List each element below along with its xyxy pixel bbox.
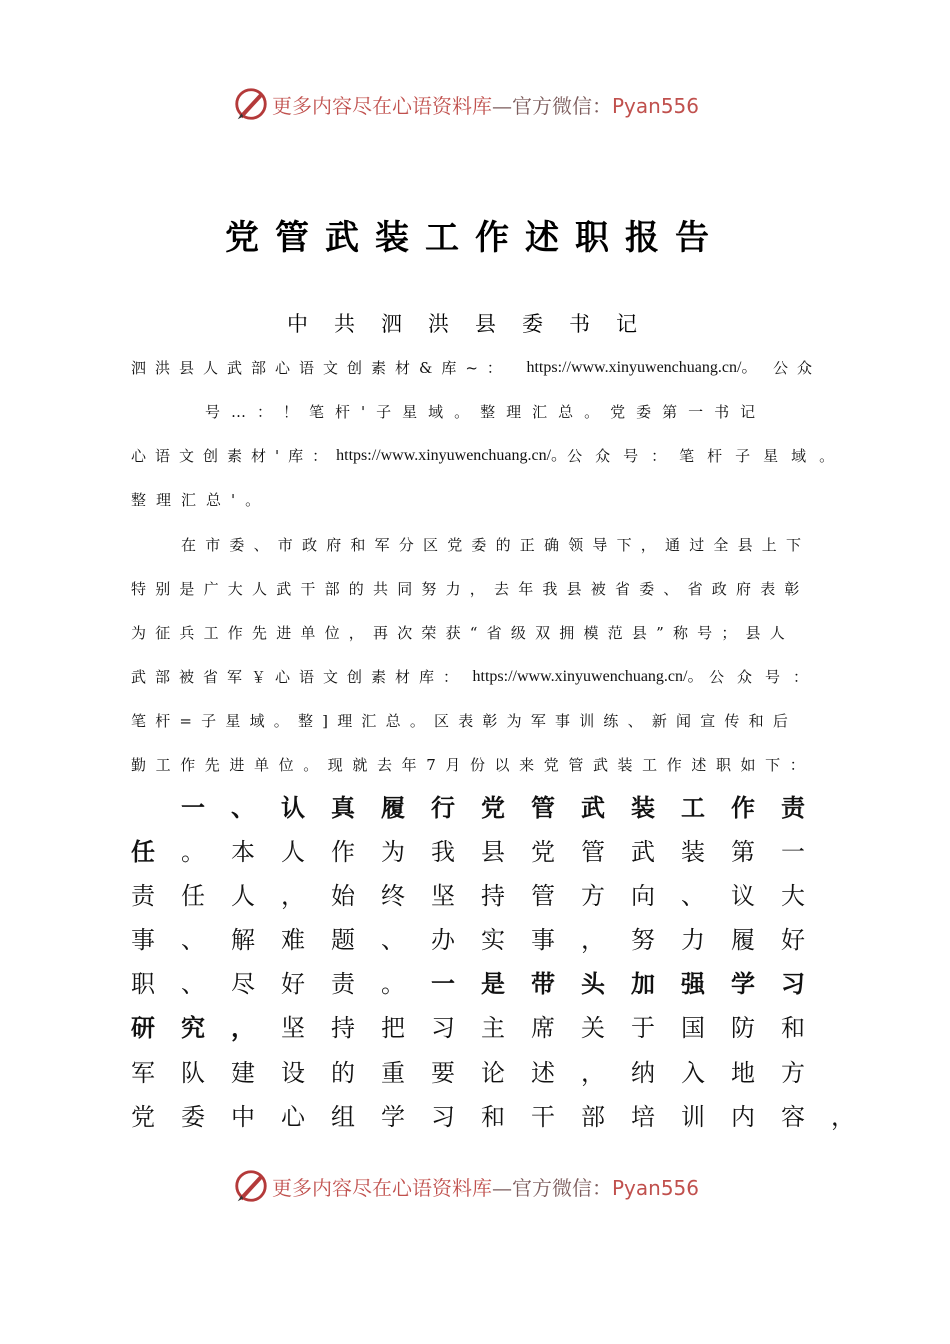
watermark-brand: 更多内容尽在心语资料库 [272,1175,492,1200]
document-title: 党管武装工作述职报告 [225,218,725,258]
body-line: 责任人，始终坚持管方向、议大 [131,882,831,910]
text-line: 武部被省军￥心语文创素材库： https://www.xinyuwenchuang.cn/。 公众号： [131,668,821,686]
text-line: 号…：！笔杆'子星域。整理汇总。党委第一书记 [205,403,767,421]
watermark-banner-bottom [232,1166,699,1206]
body-line: 党委中心组学习和干部培训内容， [131,1103,881,1131]
section-heading: 一、认真履行党管武装工作责 [181,794,831,822]
watermark-sub: —官方微信： [492,93,612,118]
body-line: 研究，坚持把习主席关于国防和 [131,1014,831,1042]
watermark-sub: —官方微信： [492,1175,612,1200]
watermark-id: Pyan556 [612,93,700,118]
text-line: 整理汇总'。 [131,491,271,509]
text-line: 泗洪县人武部心语文创素材&库~： https://www.xinyuwenchuang.cn/。 公众 [131,359,821,377]
pen-logo-icon [232,85,270,123]
body-line: 任。本人作为我县党管武装第一 [131,838,831,866]
watermark-banner-top [232,84,699,124]
text-line: 心语文创素材'库： https://www.xinyuwenchuang.cn/。 公众号：笔杆子星域。 [131,447,848,465]
body-line: 职、尽好责。一是带头加强学习 [131,970,831,998]
body-line: 事、解难题、办实事，努力履好 [131,926,831,954]
text-line: 为征兵工作先进单位，再次荣获“省级双拥模范县”称号；县人 [131,624,794,642]
document-author: 中共泗洪县委书记 [287,312,663,336]
text-line: 笔杆=子星域。整]理汇总。区表彰为军事训练、新闻宣传和后 [131,712,798,730]
text-line: 特别是广大人武干部的共同努力，去年我县被省委、省政府表彰 [131,580,809,598]
body-line: 军队建设的重要论述，纳入地方 [131,1059,831,1087]
watermark-id: Pyan556 [612,1175,700,1200]
watermark-brand: 更多内容尽在心语资料库 [272,93,492,118]
text-line: 勤工作先进单位。现就去年7月份以来党管武装工作述职如下： [131,756,815,774]
pen-logo-icon [232,1167,270,1205]
text-line: 在市委、市政府和军分区党委的正确领导下，通过全县上下 [181,536,811,554]
